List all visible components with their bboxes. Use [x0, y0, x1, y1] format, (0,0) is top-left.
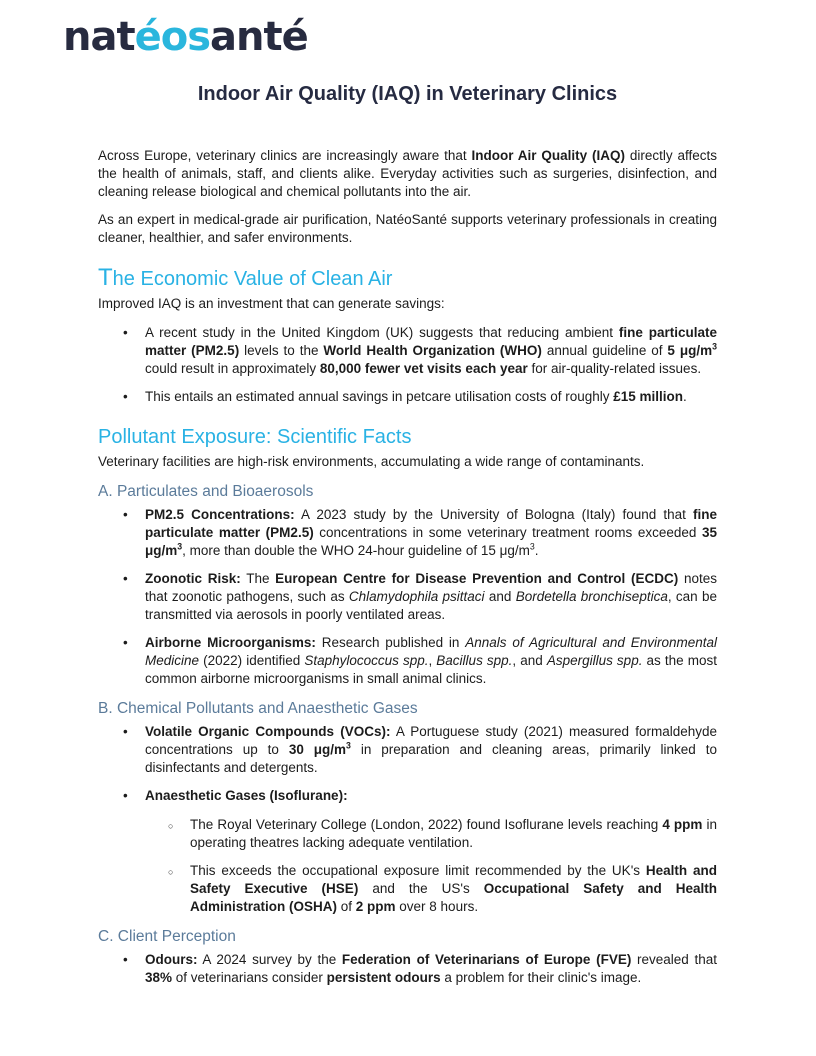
section-heading-economic-value: The Economic Value of Clean Air: [98, 264, 393, 291]
document-title: Indoor Air Quality (IAQ) in Veterinary Clinics: [197, 83, 618, 105]
pollutant-lead-paragraph: Veterinary facilities are high-risk environments, accumulating a wide range of contaminants.: [98, 454, 645, 469]
list-item: • Airborne Microorganisms: Research published in Annals of Agricultural and Environmental Medicine (2022) identified Staphylococcus spp., Bacillus spp., and Aspergillus spp. as the most common airborne microorganisms in small animal clinics.: [123, 634, 717, 688]
economic-lead-paragraph: Improved IAQ is an investment that can generate savings:: [98, 296, 445, 311]
particulates-bullet-list: [98, 506, 717, 688]
anaesthetic-sub-bullet-list: [145, 816, 717, 916]
list-item: • Volatile Organic Compounds (VOCs): A Portuguese study (2021) measured formaldehyde concentrations up to 30 $\mu g/m^3$ in preparation and cleaning areas, primarily linked to disinfectants and detergents.: [123, 723, 717, 777]
list-item: • This entails an estimated annual savings in petcare utilisation costs of roughly £15 million.: [123, 388, 717, 406]
logo-text-suffix: anté: [210, 14, 308, 60]
sub-list-item: ○ The Royal Veterinary College (London, 2022) found Isoflurane levels reaching 4 ppm in operating theatres lacking adequate ventilation.: [168, 816, 717, 852]
client-perception-bullet-list: [98, 951, 717, 987]
subsection-heading-chemical: B. Chemical Pollutants and Anaesthetic Gases: [98, 700, 418, 717]
sub-list-item: ○ This exceeds the occupational exposure limit recommended by the UK's Health and Safety Executive (HSE) and the US's Occupational Safety and Health Administration (OSHA) of 2 ppm over 8 hours.: [168, 862, 717, 916]
economic-bullet-list: [98, 324, 717, 406]
list-item: • PM2.5 Concentrations: A 2023 study by the University of Bologna (Italy) found that fine particulate matter (PM2.5) concentrations in some veterinary treatment rooms exceeded 35 $\mu g/m^3$, more than double the WHO 24-hour guideline of 15 $\mu g/m^3$.: [123, 506, 717, 560]
intro-paragraph-1: Across Europe, veterinary clinics are increasingly aware that Indoor Air Quality (IAQ) directly affects the health of animals, staff, and clients alike. Everyday activities such as surgeries, disinfection, and cleaning release biological and chemical pollutants into the air.: [98, 148, 717, 199]
subsection-heading-client-perception: C. Client Perception: [98, 928, 236, 945]
subsection-heading-particulates: A. Particulates and Bioaerosols: [98, 483, 314, 500]
chemical-bullet-list: [98, 723, 717, 916]
logo-text-accent: éos: [134, 14, 211, 60]
list-item: • Odours: A 2024 survey by the Federation of Veterinarians of Europe (FVE) revealed that 38% of veterinarians consider persistent odours a problem for their clinic's image.: [123, 951, 717, 987]
intro-paragraph-2: As an expert in medical-grade air purification, NatéoSanté supports veterinary professionals in creating cleaner, healthier, and safer environments.: [98, 212, 717, 245]
logo-text-prefix: nat: [63, 14, 135, 60]
list-item: [123, 787, 717, 916]
list-item: • Zoonotic Risk: The European Centre for Disease Prevention and Control (ECDC) notes that zoonotic pathogens, such as Chlamydophila psittaci and Bordetella bronchiseptica, can be transmitted via aerosols in poorly ventilated areas.: [123, 570, 717, 624]
nateosante-logo: [63, 15, 717, 59]
list-item-label: Anaesthetic Gases (Isoflurane):: [145, 788, 348, 803]
list-item: • A recent study in the United Kingdom (UK) suggests that reducing ambient fine particulate matter (PM2.5) levels to the World Health Organization (WHO) annual guideline of 5 $\mu g/m^3$ could result in approximately 80,000 fewer vet visits each year for air-quality-related issues.: [123, 324, 717, 378]
section-heading-pollutant-exposure: Pollutant Exposure: Scientific Facts: [98, 426, 412, 448]
